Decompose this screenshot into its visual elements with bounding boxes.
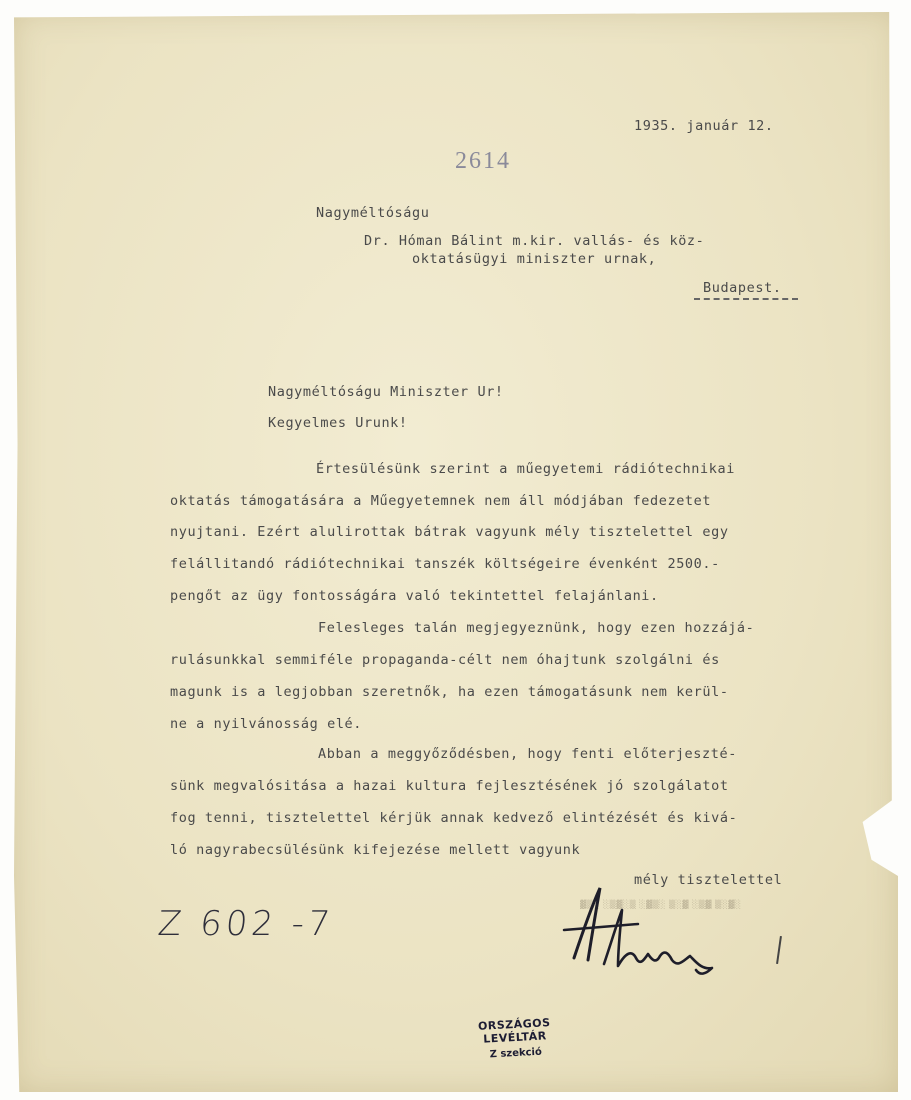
body-p3-line-3: fog tenni, tisztelettel kérjük annak kedvező elintézését és kivá- bbox=[170, 810, 738, 826]
addressee-city: Budapest. bbox=[703, 280, 782, 296]
body-p2-line-3: magunk is a legjobban szeretnők, ha ezen támogatásunk nem kerül- bbox=[170, 684, 729, 700]
handwritten-reference: Z 602 -7 bbox=[155, 904, 336, 944]
city-underline bbox=[694, 298, 798, 300]
body-p2-line-2: rulásunkkal semmiféle propaganda-célt nem óhajtunk szolgálni és bbox=[170, 652, 720, 668]
body-p1-line-4: felállitandó rádiótechnikai tanszék költségeire évenként 2500.- bbox=[170, 556, 720, 572]
closing-phrase: mély tisztelettel bbox=[634, 872, 783, 888]
addressee-line-1: Dr. Hóman Bálint m.kir. vallás- és köz- bbox=[364, 233, 705, 249]
letter-date: 1935. január 12. bbox=[634, 118, 774, 134]
body-p2-line-1: Felesleges talán megjegyeznünk, hogy ezen hozzájá- bbox=[318, 620, 755, 636]
body-p3-line-2: sünk megvalósitása a hazai kultura fejlesztésének jó szolgálatot bbox=[170, 778, 729, 794]
body-p1-line-5: pengőt az ügy fontosságára való tekintettel felajánlani. bbox=[170, 588, 659, 604]
addressee-line-2: oktatásügyi miniszter urnak, bbox=[412, 251, 657, 267]
body-p1-line-2: oktatás támogatására a Műegyetemnek nem áll módjában fedezetet bbox=[170, 493, 712, 509]
document-number: 2614 bbox=[455, 148, 511, 174]
archive-stamp bbox=[454, 1015, 576, 1062]
signature bbox=[556, 880, 736, 980]
archive-stamp-line-2: Z szekció bbox=[489, 1046, 543, 1061]
body-p1-line-1: Értesülésünk szerint a műegyetemi rádiótechnikai bbox=[316, 461, 735, 477]
greeting-line-2: Kegyelmes Urunk! bbox=[268, 415, 408, 431]
body-p2-line-4: ne a nyilvánosság elé. bbox=[170, 716, 363, 732]
archive-stamp-line-1: ORSZÁGOS LEVÉLTÁR bbox=[477, 1016, 551, 1046]
body-p1-line-3: nyujtani. Ezért alulirottak bátrak vagyunk mély tisztelettel egy bbox=[170, 524, 729, 540]
greeting-line-1: Nagyméltóságu Miniszter Ur! bbox=[268, 384, 504, 400]
body-p3-line-4: ló nagyrabecsülésünk kifejezése mellett vagyunk bbox=[170, 842, 581, 858]
body-p3-line-1: Abban a meggyőződésben, hogy fenti előterjeszté- bbox=[318, 746, 737, 762]
faded-stamp-impression: ▓▒░ ░▒▓░▒ ░▓▒░ ▒░▓ ░▒▓ ▒░▓░ bbox=[580, 900, 742, 909]
addressee-title: Nagyméltóságu bbox=[316, 205, 430, 221]
